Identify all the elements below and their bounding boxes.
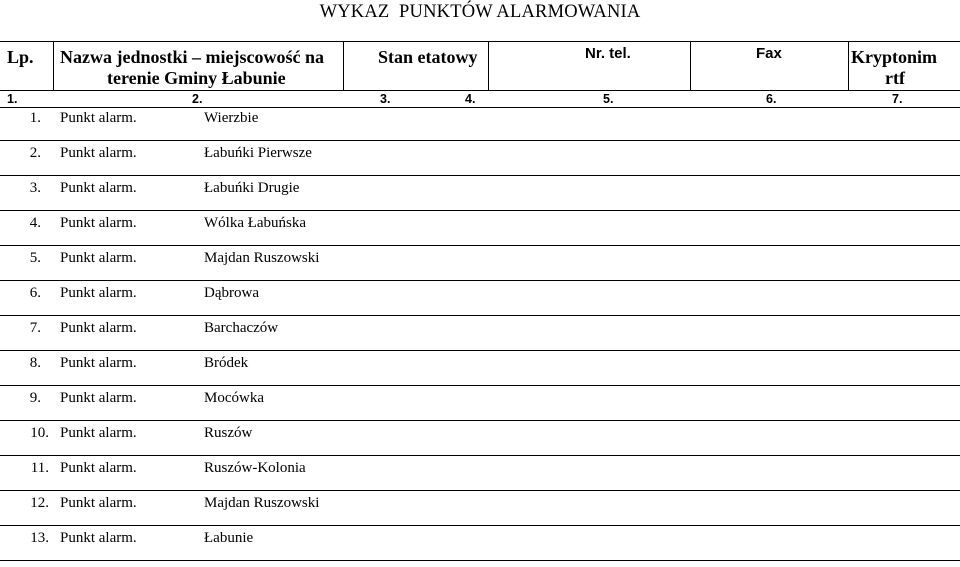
row-8-type: Punkt alarm.: [60, 355, 137, 371]
row-5-divider: [0, 280, 960, 281]
row-13-divider: [0, 560, 960, 561]
row-5-type: Punkt alarm.: [60, 250, 137, 266]
header-nr-tel: Nr. tel.: [585, 45, 631, 62]
row-10-type: Punkt alarm.: [60, 425, 137, 441]
header-fax: Fax: [756, 45, 782, 62]
row-1-place: Wierzbie: [204, 110, 259, 126]
header-divider-name: [343, 41, 344, 90]
row-7-type: Punkt alarm.: [60, 320, 137, 336]
row-6-lp: 6.: [29, 285, 41, 301]
document-title: [0, 2, 960, 23]
row-2-type: Punkt alarm.: [60, 145, 137, 161]
header-kryptonim-line1: Kryptonim: [851, 47, 938, 67]
row-9-place: Mocówka: [204, 390, 264, 406]
row-6-place: Dąbrowa: [204, 285, 259, 301]
row-8-divider: [0, 385, 960, 386]
row-9-type: Punkt alarm.: [60, 390, 137, 406]
row-4-place: Wólka Łabuńska: [204, 215, 307, 231]
row-1-lp: 1.: [29, 110, 41, 126]
row-12-divider: [0, 525, 960, 526]
row-13-lp: 13.: [30, 530, 49, 546]
header-name-line2: terenie Gminy Łabunie: [107, 68, 286, 88]
row-11-divider: [0, 490, 960, 491]
row-1-divider: [0, 140, 960, 141]
document-title-text: WYKAZ PUNKTÓW ALARMOWANIA: [319, 2, 641, 22]
column-number-5: 5.: [603, 92, 614, 106]
row-5-place: Majdan Ruszowski: [204, 250, 320, 266]
row-10-divider: [0, 455, 960, 456]
row-4-divider: [0, 245, 960, 246]
row-6-type: Punkt alarm.: [60, 285, 137, 301]
row-10-lp: 10.: [30, 425, 49, 441]
header-kryptonim-line2: rtf: [885, 68, 905, 88]
row-3-type: Punkt alarm.: [60, 180, 137, 196]
row-12-place: Majdan Ruszowski: [204, 495, 320, 511]
row-8-lp: 8.: [29, 355, 41, 371]
row-2-lp: 2.: [29, 145, 41, 161]
row-9-lp: 9.: [29, 390, 41, 406]
header-stan-etatowy: Stan etatowy: [378, 47, 478, 67]
row-3-place: Łabuńki Drugie: [204, 180, 300, 196]
row-12-type: Punkt alarm.: [60, 495, 137, 511]
row-11-type: Punkt alarm.: [60, 460, 137, 476]
row-10-place: Ruszów: [204, 425, 253, 441]
row-7-lp: 7.: [29, 320, 41, 336]
column-number-4: 4.: [465, 92, 476, 106]
column-number-1: 1.: [7, 92, 18, 106]
column-numbers-bottom-border: [0, 107, 960, 108]
row-3-divider: [0, 210, 960, 211]
row-2-place: Łabuńki Pierwsze: [204, 145, 312, 161]
row-2-divider: [0, 175, 960, 176]
column-number-6: 6.: [766, 92, 777, 106]
row-7-place: Barchaczów: [204, 320, 279, 336]
row-4-lp: 4.: [29, 215, 41, 231]
row-6-divider: [0, 315, 960, 316]
table-top-border: [0, 41, 960, 42]
row-3-lp: 3.: [29, 180, 41, 196]
row-5-lp: 5.: [29, 250, 41, 266]
header-divider-nrtel: [690, 41, 691, 90]
row-7-divider: [0, 350, 960, 351]
column-number-7: 7.: [892, 92, 903, 106]
header-name-line1: Nazwa jednostki – miejscowość na: [60, 47, 324, 67]
header-divider-stan: [488, 41, 489, 90]
row-11-lp: 11.: [30, 460, 49, 476]
row-4-type: Punkt alarm.: [60, 215, 137, 231]
row-13-place: Łabunie: [204, 530, 254, 546]
row-9-divider: [0, 420, 960, 421]
row-11-place: Ruszów-Kolonia: [204, 460, 306, 476]
row-12-lp: 12.: [30, 495, 49, 511]
row-13-type: Punkt alarm.: [60, 530, 137, 546]
header-bottom-border: [0, 90, 960, 91]
column-number-3: 3.: [380, 92, 391, 106]
row-8-place: Bródek: [204, 355, 249, 371]
column-number-2: 2.: [192, 92, 203, 106]
header-lp: Lp.: [7, 47, 34, 67]
header-divider-fax: [848, 41, 849, 90]
row-1-type: Punkt alarm.: [60, 110, 137, 126]
header-divider-lp: [53, 41, 54, 90]
